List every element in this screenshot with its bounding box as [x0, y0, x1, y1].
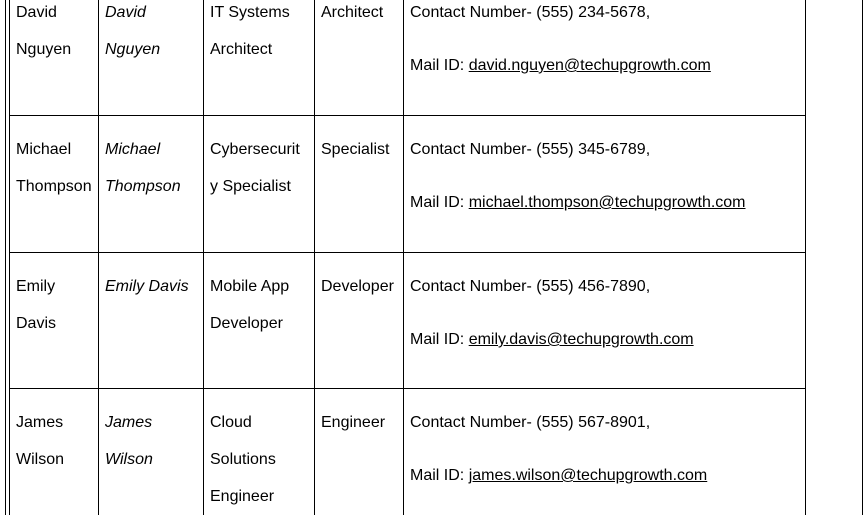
phone-number: (555) 567-8901,: [536, 414, 651, 431]
job-title-line: Architect: [210, 41, 273, 58]
job-title-line: y Specialist: [210, 178, 291, 195]
contacts-table: [9, 0, 806, 515]
name-cell: [10, 0, 99, 116]
job-title-line: Solutions: [210, 451, 276, 468]
table-row: [10, 253, 806, 389]
name-cell: [10, 116, 99, 253]
contact-cell: [404, 116, 806, 253]
contact-number-line: [410, 404, 799, 441]
name-text: James Wilson: [16, 414, 65, 468]
job-title-line: Mobile App: [210, 278, 290, 295]
job-title-cell: [204, 389, 315, 515]
role-cell: [315, 116, 404, 253]
job-title-line: Cloud: [210, 414, 252, 431]
job-title-cell: [204, 116, 315, 253]
phone-number: (555) 234-5678,: [536, 4, 651, 21]
contact-label: Contact Number-: [410, 141, 532, 158]
contact-number-line: [410, 131, 799, 168]
role-text: Engineer: [321, 414, 386, 431]
mail-label: Mail ID:: [410, 194, 465, 211]
job-title-line: Cybersecurit: [210, 141, 300, 158]
display-name-text: James Wilson: [105, 414, 153, 468]
contact-label: Contact Number-: [410, 278, 532, 295]
mail-line: [410, 47, 799, 84]
page-right-border: [862, 0, 863, 515]
email-link[interactable]: emily.davis@techupgrowth.com: [468, 331, 694, 348]
mail-line: [410, 457, 799, 494]
name-text: David Nguyen: [16, 4, 72, 58]
role-cell: [315, 0, 404, 116]
contact-number-line: [410, 268, 799, 305]
name-cell: [10, 253, 99, 389]
mail-label: Mail ID:: [410, 57, 465, 74]
job-title-line: Developer: [210, 315, 283, 332]
email-link[interactable]: michael.thompson@techupgrowth.com: [468, 194, 746, 211]
mail-line: [410, 321, 799, 358]
role-cell: [315, 389, 404, 515]
job-title-cell: [204, 0, 315, 116]
job-title-line: Engineer: [210, 488, 275, 505]
phone-number: (555) 456-7890,: [536, 278, 651, 295]
display-name-cell: [99, 389, 204, 515]
display-name-cell: [99, 116, 204, 253]
job-title-line: IT Systems: [210, 4, 290, 21]
phone-number: (555) 345-6789,: [536, 141, 651, 158]
contact-cell: [404, 389, 806, 515]
contact-number-line: [410, 0, 799, 31]
display-name-cell: [99, 253, 204, 389]
table-row: [10, 116, 806, 253]
display-name-text: Michael Thompson: [105, 141, 181, 195]
name-cell: [10, 389, 99, 515]
name-text: Emily Davis: [16, 278, 57, 332]
role-text: Developer: [321, 278, 394, 295]
display-name-cell: [99, 0, 204, 116]
role-text: Architect: [321, 4, 384, 21]
contact-label: Contact Number-: [410, 414, 532, 431]
contact-cell: [404, 253, 806, 389]
job-title-cell: [204, 253, 315, 389]
mail-line: [410, 184, 799, 221]
email-link[interactable]: david.nguyen@techupgrowth.com: [468, 57, 711, 74]
display-name-text: David Nguyen: [105, 4, 161, 58]
table-row: [10, 0, 806, 116]
display-name-text: Emily Davis: [105, 278, 189, 295]
contact-cell: [404, 0, 806, 116]
role-cell: [315, 253, 404, 389]
page-left-border: [5, 0, 6, 515]
role-text: Specialist: [321, 141, 390, 158]
name-text: Michael Thompson: [16, 141, 92, 195]
mail-label: Mail ID:: [410, 467, 465, 484]
contact-label: Contact Number-: [410, 4, 532, 21]
email-link[interactable]: james.wilson@techupgrowth.com: [468, 467, 708, 484]
mail-label: Mail ID:: [410, 331, 465, 348]
table-row: [10, 389, 806, 515]
